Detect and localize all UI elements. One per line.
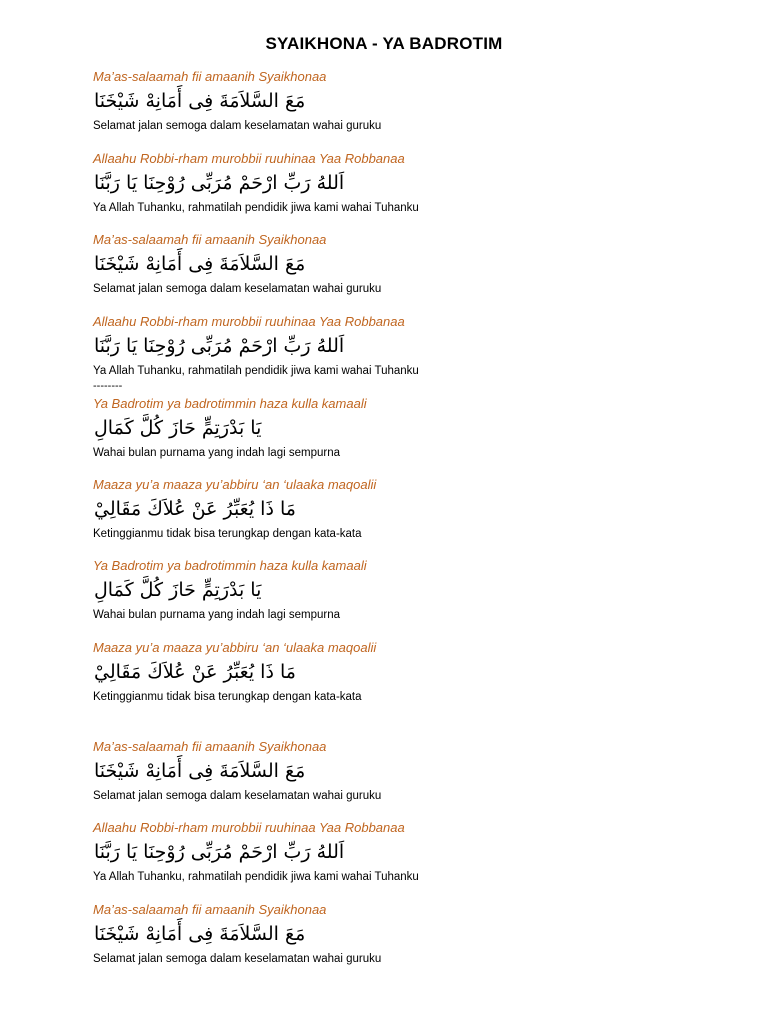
verse-5 [93,396,533,461]
verse-1 [93,69,533,134]
verse-arabic [93,167,533,199]
verse-8 [93,640,533,705]
verse-arabic-text: مَا ذَا يُعَبِّرُ عَنْ عُلاَكَ مَقَالِيْ [94,498,296,520]
verse-transliteration: Maaza yu’a maaza yu’abbiru ‘an ‘ulaaka maqoalii [93,477,377,492]
verse-3 [93,232,533,297]
verse-arabic-text: يَا بَدْرَتِمٍّ حَازَ كُلَّ كَمَالِ [94,579,262,601]
verse-translation: Selamat jalan semoga dalam keselamatan wahai guruku [93,953,382,965]
verse-transliteration: Ma’as-salaamah fii amaanih Syaikhonaa [93,232,327,247]
verse-arabic-text: اَللهُ رَبِّ ارْحَمْ مُرَبِّى رُوْحِنَا يَا رَبَّنَا [94,841,345,863]
verse-6 [93,477,533,542]
verse-arabic-text: مَعَ السَّلاَمَةَ فِى أَمَانِهْ شَيْخَنَا [94,760,306,782]
verse-9 [93,739,533,804]
verse-arabic [93,574,533,606]
verse-translation: Selamat jalan semoga dalam keselamatan wahai guruku [93,283,382,295]
verse-transliteration: Allaahu Robbi-rham murobbii ruuhinaa Yaa Robbanaa [93,820,405,835]
verse-arabic [93,755,533,787]
verse-arabic [93,412,533,444]
verse-transliteration: Ya Badrotim ya badrotimmin haza kulla kamaali [93,396,367,411]
verse-translation: Selamat jalan semoga dalam keselamatan wahai guruku [93,120,382,132]
verse-arabic-text: اَللهُ رَبِّ ارْحَمْ مُرَبِّى رُوْحِنَا يَا رَبَّنَا [94,335,345,357]
verse-translation: Wahai bulan purnama yang indah lagi sempurna [93,609,340,621]
verse-transliteration: Ma’as-salaamah fii amaanih Syaikhonaa [93,739,327,754]
verse-transliteration: Ma’as-salaamah fii amaanih Syaikhonaa [93,902,327,917]
verse-arabic [93,248,533,280]
verse-arabic [93,493,533,525]
verse-arabic [93,918,533,950]
section-separator: -------- [93,380,123,392]
verse-translation: Ya Allah Tuhanku, rahmatilah pendidik jiwa kami wahai Tuhanku [93,202,419,214]
verse-4 [93,314,533,379]
verse-translation: Ya Allah Tuhanku, rahmatilah pendidik jiwa kami wahai Tuhanku [93,871,419,883]
verse-arabic [93,656,533,688]
verse-7 [93,558,533,623]
verse-translation: Ketinggianmu tidak bisa terungkap dengan kata-kata [93,528,362,540]
verse-transliteration: Allaahu Robbi-rham murobbii ruuhinaa Yaa Robbanaa [93,151,405,166]
verse-translation: Ketinggianmu tidak bisa terungkap dengan kata-kata [93,691,362,703]
verse-arabic-text: مَعَ السَّلاَمَةَ فِى أَمَانِهْ شَيْخَنَا [94,253,306,275]
verse-translation: Ya Allah Tuhanku, rahmatilah pendidik jiwa kami wahai Tuhanku [93,365,419,377]
verse-arabic-text: مَا ذَا يُعَبِّرُ عَنْ عُلاَكَ مَقَالِيْ [94,661,296,683]
verse-translation: Selamat jalan semoga dalam keselamatan wahai guruku [93,790,382,802]
verse-transliteration: Ya Badrotim ya badrotimmin haza kulla kamaali [93,558,367,573]
verse-arabic [93,85,533,117]
verse-arabic [93,330,533,362]
verse-arabic [93,836,533,868]
verse-2 [93,151,533,216]
verse-10 [93,820,533,885]
verse-transliteration: Maaza yu’a maaza yu’abbiru ‘an ‘ulaaka maqoalii [93,640,377,655]
verse-11 [93,902,533,967]
page-title: SYAIKHONA - YA BADROTIM [265,34,503,53]
verse-transliteration: Allaahu Robbi-rham murobbii ruuhinaa Yaa Robbanaa [93,314,405,329]
verse-arabic-text: مَعَ السَّلاَمَةَ فِى أَمَانِهْ شَيْخَنَا [94,923,306,945]
verse-transliteration: Ma’as-salaamah fii amaanih Syaikhonaa [93,69,327,84]
verse-arabic-text: يَا بَدْرَتِمٍّ حَازَ كُلَّ كَمَالِ [94,417,262,439]
verse-translation: Wahai bulan purnama yang indah lagi sempurna [93,447,340,459]
verse-arabic-text: مَعَ السَّلاَمَةَ فِى أَمَانِهْ شَيْخَنَا [94,90,306,112]
verse-arabic-text: اَللهُ رَبِّ ارْحَمْ مُرَبِّى رُوْحِنَا يَا رَبَّنَا [94,172,345,194]
